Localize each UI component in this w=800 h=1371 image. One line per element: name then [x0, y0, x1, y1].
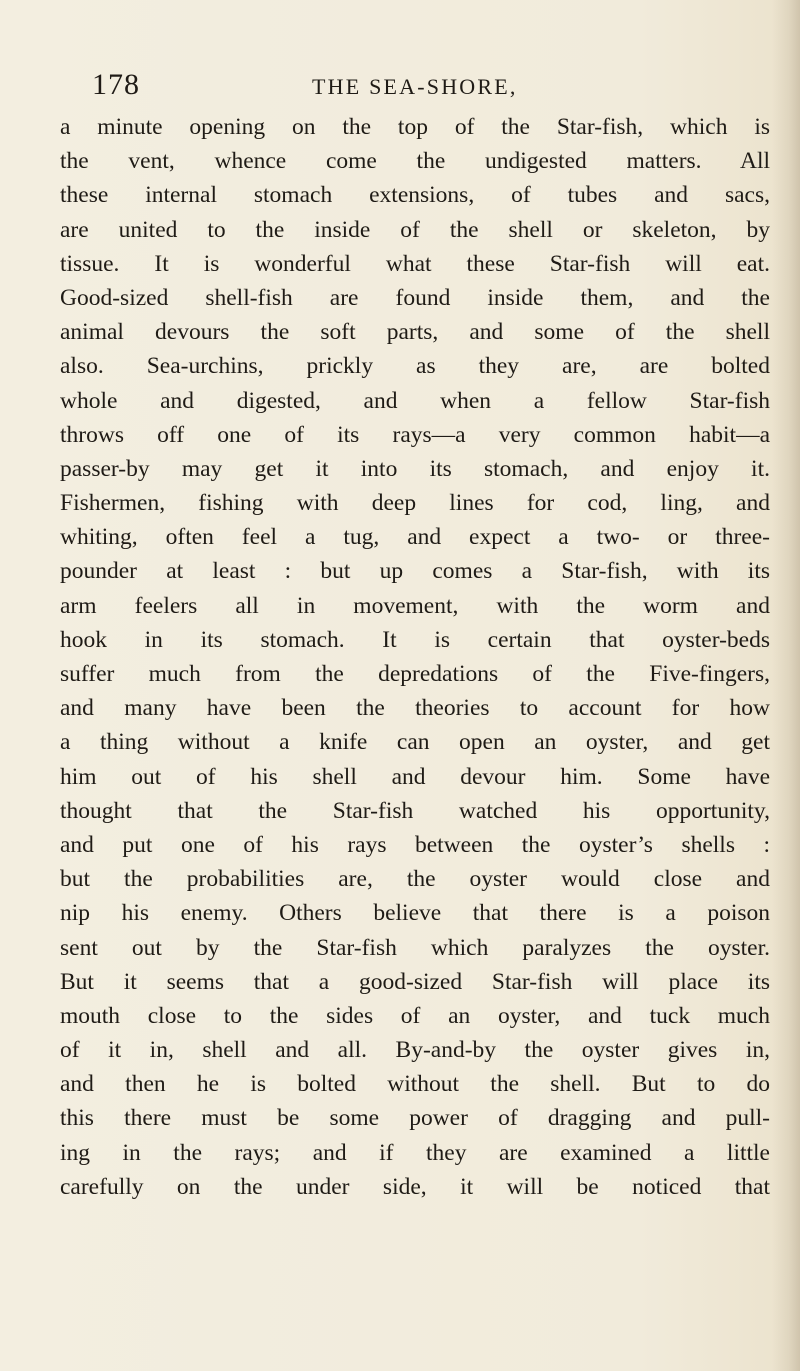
text-line: thought that the Star-fish watched his opportunity, [60, 797, 770, 824]
text-line: whole and digested, and when a fellow Star-fish [60, 387, 770, 414]
body-text [60, 110, 770, 1204]
text-line: animal devours the soft parts, and some of the shell [60, 319, 770, 346]
text-line: this there must be some power of dragging and pull- [60, 1105, 770, 1132]
text-line: carefully on the under side, it will be noticed that [60, 1173, 770, 1200]
text-line: But it seems that a good-sized Star-fish will place its [60, 968, 770, 995]
text-line: pounder at least : but up comes a Star-fish, with its [60, 558, 770, 585]
text-line: hook in its stomach. It is certain that oyster-beds [60, 626, 770, 653]
text-line: and put one of his rays between the oyster’s shells : [60, 831, 770, 858]
text-line: are united to the inside of the shell or skeleton, by [60, 216, 770, 243]
text-line: mouth close to the sides of an oyster, and tuck much [60, 1002, 770, 1029]
text-line: a thing without a knife can open an oyster, and get [60, 729, 770, 756]
text-line: but the probabilities are, the oyster would close and [60, 866, 770, 893]
page-header [0, 62, 800, 102]
text-line: Fishermen, fishing with deep lines for cod, ling, and [60, 490, 770, 517]
text-line: these internal stomach extensions, of tubes and sacs, [60, 182, 770, 209]
text-line: arm feelers all in movement, with the worm and [60, 592, 770, 619]
text-line: ing in the rays; and if they are examined a little [60, 1139, 770, 1166]
text-line: and then he is bolted without the shell. But to do [60, 1071, 770, 1098]
text-line: tissue. It is wonderful what these Star-fish will eat. [60, 250, 770, 277]
text-line: sent out by the Star-fish which paralyzes the oyster. [60, 934, 770, 961]
text-line: also. Sea-urchins, prickly as they are, are bolted [60, 353, 770, 380]
text-line: a minute opening on the top of the Star-fish, which is [60, 114, 770, 140]
text-line: the vent, whence come the undigested matters. All [60, 148, 770, 175]
text-line: nip his enemy. Others believe that there is a poison [60, 900, 770, 927]
text-line: whiting, often feel a tug, and expect a two- or three- [60, 524, 770, 551]
text-line: and many have been the theories to account for how [60, 695, 770, 722]
text-line: him out of his shell and devour him. Some have [60, 763, 770, 790]
text-line: suffer much from the depredations of the Five-fingers, [60, 661, 770, 687]
text-line: passer-by may get it into its stomach, and enjoy it. [60, 455, 770, 482]
page-edge-shadow [772, 0, 800, 1371]
text-line: Good-sized shell-fish are found inside them, and the [60, 284, 770, 311]
running-head: THE SEA-SHORE, [312, 74, 518, 99]
page-number: 178 [92, 68, 140, 101]
text-line: throws off one of its rays—a very common habit—a [60, 421, 770, 448]
text-line: of it in, shell and all. By-and-by the oyster gives in, [60, 1037, 770, 1064]
